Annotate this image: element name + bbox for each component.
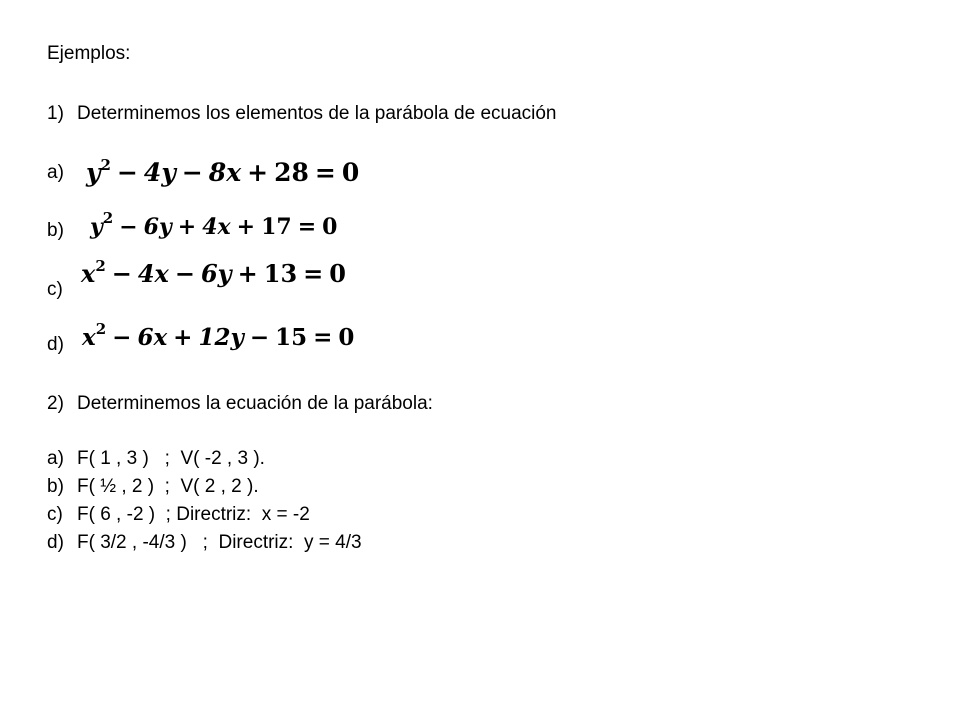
item-2a-text: F( 1 , 3 ) ; V( -2 , 3 ). xyxy=(77,448,265,469)
item-2a-label: a) xyxy=(47,448,64,469)
question-2-number: 2) xyxy=(47,393,64,414)
item-2c xyxy=(47,503,310,527)
equation-1d: $x^2 - 6x + 12y - 15 = 0$ xyxy=(82,320,355,351)
question-1-text: Determinemos los elementos de la parábola de ecuación xyxy=(77,103,557,124)
item-2b-label: b) xyxy=(47,476,64,497)
question-1-number: 1) xyxy=(47,103,64,124)
item-1b-label: b) xyxy=(47,220,64,241)
item-2c-text: F( 6 , -2 ) ; Directriz: x = -2 xyxy=(77,504,310,525)
item-1a-label: a) xyxy=(47,162,64,183)
slide-title: Ejemplos: xyxy=(47,43,131,64)
equation-1c: $x^2 - 4x - 6y + 13 = 0$ xyxy=(81,257,346,288)
equation-1a: $y^2 - 4y - 8x + 28 = 0$ xyxy=(86,156,360,187)
item-2d-label: d) xyxy=(47,532,64,553)
item-1c-label: c) xyxy=(47,279,63,300)
item-1d-label: d) xyxy=(47,334,64,355)
question-2 xyxy=(47,392,433,416)
question-1 xyxy=(47,102,557,126)
item-2d xyxy=(47,531,362,555)
item-2c-label: c) xyxy=(47,504,63,525)
item-2a xyxy=(47,447,265,471)
item-2d-text: F( 3/2 , -4/3 ) ; Directriz: y = 4/3 xyxy=(77,532,362,553)
question-2-text: Determinemos la ecuación de la parábola: xyxy=(77,393,433,414)
equation-1b: $y^2 - 6y + 4x + 17 = 0$ xyxy=(90,209,338,240)
item-2b xyxy=(47,475,259,499)
item-2b-text: F( ½ , 2 ) ; V( 2 , 2 ). xyxy=(77,476,259,497)
